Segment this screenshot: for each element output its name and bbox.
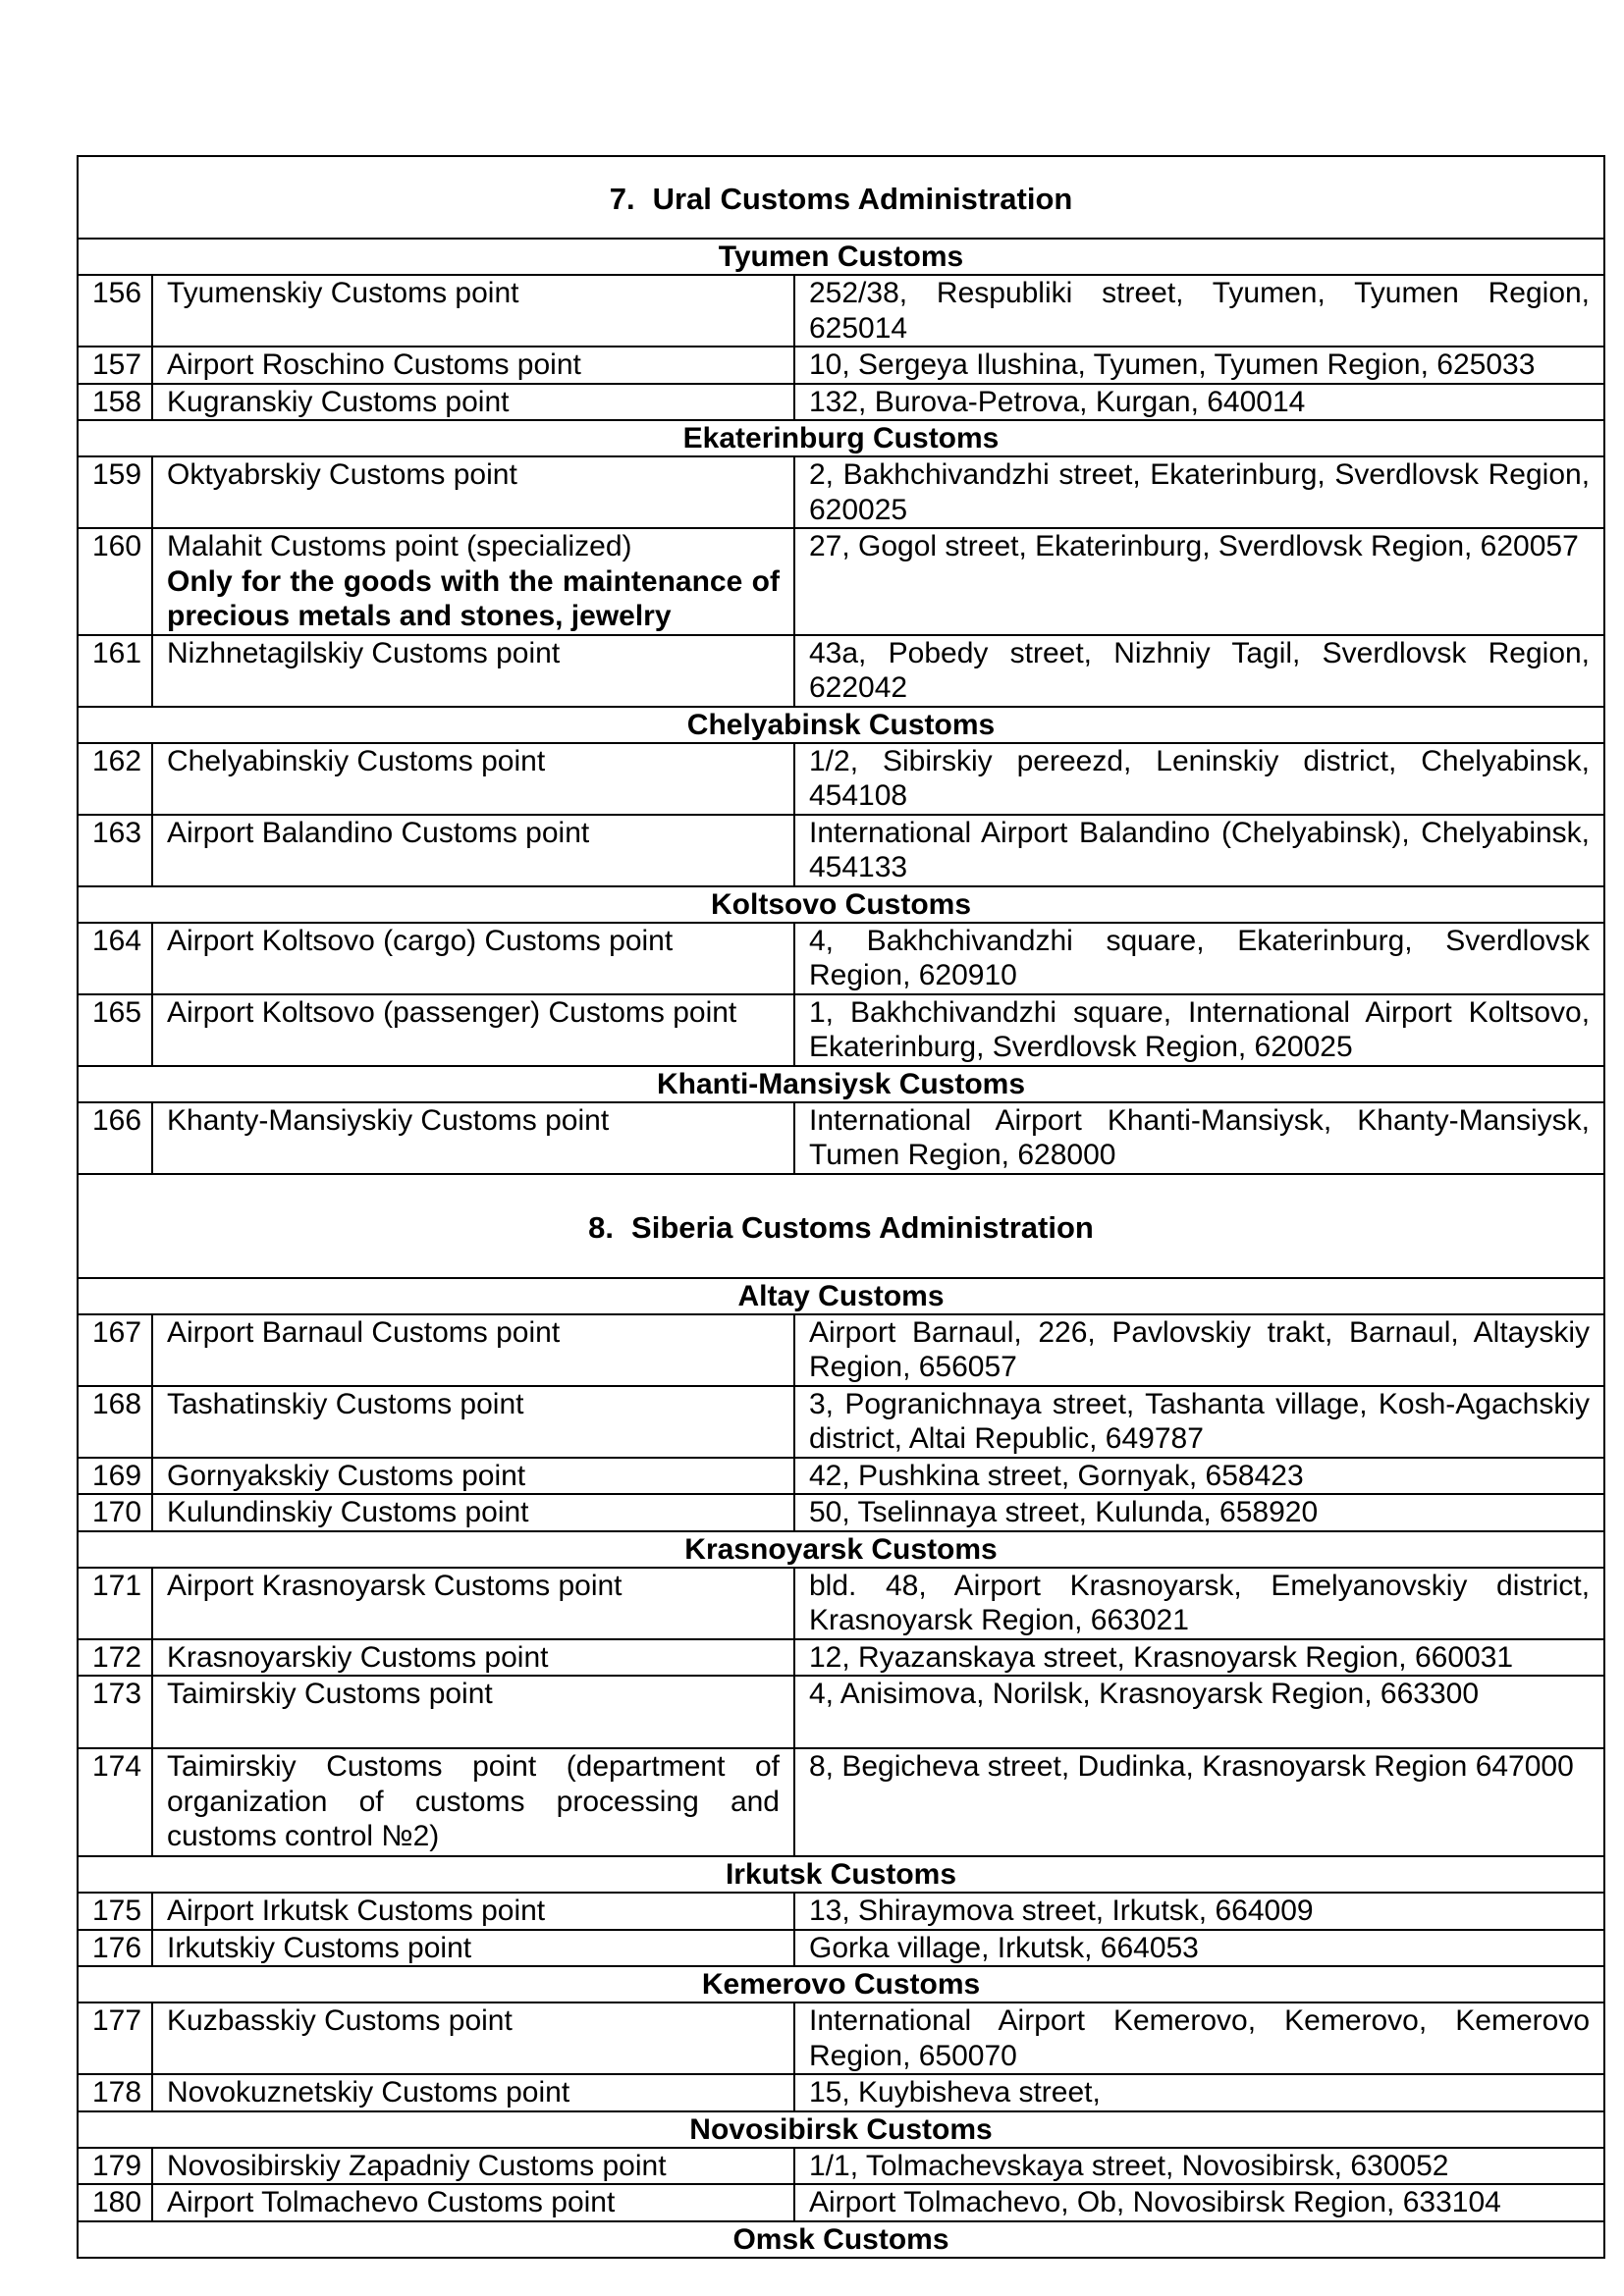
point-name: Airport Irkutsk Customs point <box>167 1895 546 1927</box>
administration-title-cell <box>78 156 1604 239</box>
point-address: Gorka village, Irkutsk, 664053 <box>794 1930 1604 1967</box>
point-address: 50, Tselinnaya street, Kulunda, 658920 <box>794 1494 1604 1531</box>
point-address: 1, Bakhchivandzhi square, International Airport Koltsovo, Ekaterinburg, Sverdlovsk Region, 620025 <box>794 994 1604 1066</box>
point-name-cell <box>152 384 794 421</box>
point-number: 171 <box>78 1568 152 1639</box>
table-row <box>78 1314 1604 1386</box>
point-name: Airport Koltsovo (passenger) Customs point <box>167 995 737 1029</box>
point-name: Taimirskiy Customs point <box>167 1678 493 1710</box>
point-name-cell <box>152 1102 794 1174</box>
customs-header-row <box>78 707 1604 743</box>
table-row <box>78 384 1604 421</box>
table-row <box>78 635 1604 707</box>
customs-points-table <box>77 155 1605 2259</box>
table-row <box>78 1102 1604 1174</box>
point-address: 4, Anisimova, Norilsk, Krasnoyarsk Region, 663300 <box>794 1676 1604 1748</box>
table-row <box>78 923 1604 994</box>
point-name: Airport Krasnoyarsk Customs point <box>167 1569 623 1602</box>
customs-name: Novosibirsk Customs <box>78 2111 1604 2148</box>
point-number: 165 <box>78 994 152 1066</box>
point-name-cell <box>152 1893 794 1930</box>
point-name-cell <box>152 743 794 815</box>
point-number: 156 <box>78 275 152 347</box>
point-name: Airport Barnaul Customs point <box>167 1315 561 1349</box>
point-name: Kulundinskiy Customs point <box>167 1496 529 1528</box>
point-address: 4, Bakhchivandzhi square, Ekaterinburg, Sverdlovsk Region, 620910 <box>794 923 1604 994</box>
point-name: Khanty-Mansiyskiy Customs point <box>167 1103 610 1137</box>
point-name-cell <box>152 2002 794 2074</box>
point-name: Oktyabrskiy Customs point <box>167 458 517 491</box>
point-address: 252/38, Respubliki street, Tyumen, Tyumen Region, 625014 <box>794 275 1604 347</box>
point-name-cell <box>152 1748 794 1856</box>
point-number: 172 <box>78 1639 152 1677</box>
table-row <box>78 1494 1604 1531</box>
point-name-cell <box>152 1494 794 1531</box>
point-name: Tashatinskiy Customs point <box>167 1387 524 1420</box>
table-row <box>78 815 1604 886</box>
point-note: Only for the goods with the maintenance of precious metals and stones, jewelry <box>167 564 780 632</box>
table-row <box>78 528 1604 635</box>
customs-name: Krasnoyarsk Customs <box>78 1531 1604 1568</box>
administration-header <box>78 156 1604 239</box>
point-name-cell <box>152 2148 794 2185</box>
point-name: Novosibirskiy Zapadniy Customs point <box>167 2149 667 2182</box>
point-name-cell <box>152 1314 794 1386</box>
document-page <box>77 155 1605 2259</box>
point-number: 162 <box>78 743 152 815</box>
point-address: 1/2, Sibirskiy pereezd, Leninskiy district, Chelyabinsk, 454108 <box>794 743 1604 815</box>
table-row <box>78 2148 1604 2185</box>
point-address: 8, Begicheva street, Dudinka, Krasnoyarsk Region 647000 <box>794 1748 1604 1856</box>
point-address: bld. 48, Airport Krasnoyarsk, Emelyanovskiy district, Krasnoyarsk Region, 663021 <box>794 1568 1604 1639</box>
point-name: Tyumenskiy Customs point <box>167 277 519 309</box>
point-name: Taimirskiy Customs point (department of organization of customs processing and customs control №2) <box>167 1750 780 1852</box>
point-number: 178 <box>78 2074 152 2111</box>
point-name-cell <box>152 1930 794 1967</box>
point-address: 13, Shiraymova street, Irkutsk, 664009 <box>794 1893 1604 1930</box>
point-address: Airport Barnaul, 226, Pavlovskiy trakt, Barnaul, Altayskiy Region, 656057 <box>794 1314 1604 1386</box>
administration-title: Ural Customs Administration <box>652 182 1073 217</box>
point-number: 170 <box>78 1494 152 1531</box>
point-name: Malahit Customs point (specialized) <box>167 530 632 562</box>
point-address: 12, Ryazanskaya street, Krasnoyarsk Region, 660031 <box>794 1639 1604 1677</box>
point-number: 175 <box>78 1893 152 1930</box>
point-number: 161 <box>78 635 152 707</box>
administration-header <box>78 1174 1604 1278</box>
point-address: 3, Pogranichnaya street, Tashanta village, Kosh-Agachskiy district, Altai Republic, 649787 <box>794 1386 1604 1458</box>
point-name: Irkutskiy Customs point <box>167 1931 472 1964</box>
point-number: 164 <box>78 923 152 994</box>
point-number: 169 <box>78 1458 152 1495</box>
table-row <box>78 1748 1604 1856</box>
point-name-cell <box>152 275 794 347</box>
point-name-cell <box>152 923 794 994</box>
point-name-cell <box>152 528 794 635</box>
customs-name: Irkutsk Customs <box>78 1856 1604 1893</box>
point-name: Airport Koltsovo (cargo) Customs point <box>167 924 674 957</box>
table-row <box>78 456 1604 528</box>
administration-title-cell <box>78 1174 1604 1278</box>
point-address: 10, Sergeya Ilushina, Tyumen, Tyumen Region, 625033 <box>794 347 1604 384</box>
point-name: Airport Tolmachevo Customs point <box>167 2186 616 2218</box>
table-row <box>78 994 1604 1066</box>
point-name: Airport Roschino Customs point <box>167 348 581 381</box>
point-name: Krasnoyarskiy Customs point <box>167 1640 549 1674</box>
customs-header-row <box>78 2221 1604 2258</box>
point-name: Gornyakskiy Customs point <box>167 1459 526 1492</box>
point-number: 179 <box>78 2148 152 2185</box>
customs-header-row <box>78 886 1604 923</box>
point-address: 42, Pushkina street, Gornyak, 658423 <box>794 1458 1604 1495</box>
point-number: 177 <box>78 2002 152 2074</box>
customs-name: Koltsovo Customs <box>78 886 1604 923</box>
customs-header-row <box>78 1278 1604 1314</box>
customs-name: Khanti-Mansiysk Customs <box>78 1066 1604 1102</box>
point-number: 180 <box>78 2184 152 2221</box>
table-row <box>78 2002 1604 2074</box>
table-row <box>78 275 1604 347</box>
customs-header-row <box>78 239 1604 275</box>
point-address: 43a, Pobedy street, Nizhniy Tagil, Sverdlovsk Region, 622042 <box>794 635 1604 707</box>
point-name-cell <box>152 1676 794 1748</box>
customs-name: Kemerovo Customs <box>78 1966 1604 2002</box>
point-address: Airport Tolmachevo, Ob, Novosibirsk Region, 633104 <box>794 2184 1604 2221</box>
customs-header-row <box>78 1066 1604 1102</box>
point-number: 160 <box>78 528 152 635</box>
point-name-cell <box>152 347 794 384</box>
customs-header-row <box>78 2111 1604 2148</box>
table-row <box>78 1386 1604 1458</box>
point-number: 158 <box>78 384 152 421</box>
table-row <box>78 1930 1604 1967</box>
table-row <box>78 743 1604 815</box>
table-body <box>78 156 1604 2258</box>
point-number: 173 <box>78 1676 152 1748</box>
customs-name: Omsk Customs <box>78 2221 1604 2258</box>
point-number: 176 <box>78 1930 152 1967</box>
point-name-cell <box>152 456 794 528</box>
customs-name: Ekaterinburg Customs <box>78 420 1604 456</box>
customs-name: Tyumen Customs <box>78 239 1604 275</box>
point-number: 174 <box>78 1748 152 1856</box>
table-row <box>78 1676 1604 1748</box>
table-row <box>78 2074 1604 2111</box>
point-number: 159 <box>78 456 152 528</box>
point-name-cell <box>152 1458 794 1495</box>
point-name-cell <box>152 815 794 886</box>
point-address: 1/1, Tolmachevskaya street, Novosibirsk, 630052 <box>794 2148 1604 2185</box>
point-address: International Airport Balandino (Chelyabinsk), Chelyabinsk, 454133 <box>794 815 1604 886</box>
point-name-cell <box>152 2074 794 2111</box>
point-number: 167 <box>78 1314 152 1386</box>
administration-number: 8. <box>588 1209 615 1245</box>
table-row <box>78 1893 1604 1930</box>
customs-name: Chelyabinsk Customs <box>78 707 1604 743</box>
point-name: Nizhnetagilskiy Customs point <box>167 636 561 669</box>
point-name-cell <box>152 635 794 707</box>
customs-header-row <box>78 1531 1604 1568</box>
point-number: 166 <box>78 1102 152 1174</box>
table-row <box>78 2184 1604 2221</box>
customs-header-row <box>78 1966 1604 2002</box>
table-row <box>78 1568 1604 1639</box>
table-row <box>78 347 1604 384</box>
point-address: 27, Gogol street, Ekaterinburg, Sverdlovsk Region, 620057 <box>794 528 1604 635</box>
administration-number: 7. <box>609 182 635 217</box>
table-row <box>78 1639 1604 1677</box>
point-name: Chelyabinskiy Customs point <box>167 744 546 777</box>
point-address: 132, Burova-Petrova, Kurgan, 640014 <box>794 384 1604 421</box>
point-name: Novokuznetskiy Customs point <box>167 2076 570 2109</box>
point-name-cell <box>152 994 794 1066</box>
point-name-cell <box>152 1639 794 1677</box>
customs-header-row <box>78 1856 1604 1893</box>
point-address: 15, Kuybisheva street, <box>794 2074 1604 2111</box>
point-address: International Airport Khanti-Mansiysk, Khanty-Mansiysk, Tumen Region, 628000 <box>794 1102 1604 1174</box>
point-address: International Airport Kemerovo, Kemerovo, Kemerovo Region, 650070 <box>794 2002 1604 2074</box>
point-number: 168 <box>78 1386 152 1458</box>
customs-header-row <box>78 420 1604 456</box>
point-number: 157 <box>78 347 152 384</box>
point-number: 163 <box>78 815 152 886</box>
point-name: Kugranskiy Customs point <box>167 385 510 418</box>
table-row <box>78 1458 1604 1495</box>
customs-name: Altay Customs <box>78 1278 1604 1314</box>
point-name: Airport Balandino Customs point <box>167 816 590 849</box>
point-name-cell <box>152 2184 794 2221</box>
point-name-cell <box>152 1568 794 1639</box>
point-address: 2, Bakhchivandzhi street, Ekaterinburg, Sverdlovsk Region, 620025 <box>794 456 1604 528</box>
point-name-cell <box>152 1386 794 1458</box>
point-name: Kuzbasskiy Customs point <box>167 2004 513 2037</box>
administration-title: Siberia Customs Administration <box>631 1209 1094 1245</box>
